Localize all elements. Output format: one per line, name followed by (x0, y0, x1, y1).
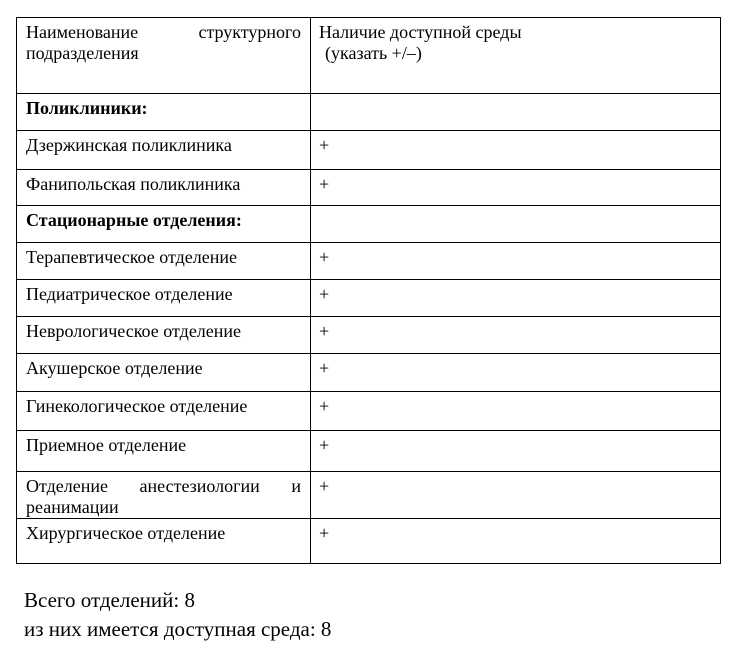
header-cell-name (17, 18, 311, 94)
table-cell-value (311, 206, 721, 243)
table-cell-value (311, 94, 721, 131)
table-cell-name-line2: реанимации (26, 497, 119, 517)
table-cell-value: + (311, 354, 721, 392)
table-cell-name: Фанипольская поликлиника (17, 170, 311, 206)
table-cell-name-line1: Отделение анестезиологии и (26, 476, 301, 496)
table-cell-name: Акушерское отделение (17, 354, 311, 392)
table-cell-name: Терапевтическое отделение (17, 243, 311, 280)
table-row (17, 317, 721, 354)
table-cell-name: Хирургическое отделение (17, 519, 311, 564)
table-cell-name: Дзержинская поликлиника (17, 131, 311, 170)
table-cell-value: + (311, 472, 721, 519)
header-availability-line2: (указать +/–) (325, 43, 422, 63)
table-cell-value: + (311, 243, 721, 280)
table-row (17, 472, 721, 519)
table-row (17, 243, 721, 280)
table-cell-value: + (311, 131, 721, 170)
summary-block (24, 586, 331, 644)
table-cell-name (17, 472, 311, 519)
header-name-line1: Наименование структурного (26, 22, 301, 42)
header-cell-availability (311, 18, 721, 94)
table-cell-name: Гинекологическое отделение (17, 392, 311, 431)
accessibility-table (16, 17, 721, 564)
table-row (17, 354, 721, 392)
table-cell-value: + (311, 170, 721, 206)
table-cell-name: Неврологическое отделение (17, 317, 311, 354)
table-row (17, 519, 721, 564)
table-cell-name: Стационарные отделения: (17, 206, 311, 243)
summary-total: Всего отделений: 8 (24, 588, 195, 612)
table-cell-name: Поликлиники: (17, 94, 311, 131)
table-row-section-inpatient (17, 206, 721, 243)
header-name-line2: подразделения (26, 43, 139, 63)
table-row (17, 392, 721, 431)
table-cell-name: Педиатрическое отделение (17, 280, 311, 317)
table-row (17, 280, 721, 317)
header-availability-line1: Наличие доступной среды (319, 22, 522, 42)
table-cell-value: + (311, 317, 721, 354)
table-cell-value: + (311, 431, 721, 472)
table-row (17, 170, 721, 206)
table-cell-value: + (311, 280, 721, 317)
table-row (17, 431, 721, 472)
table-header-row (17, 18, 721, 94)
table-cell-name: Приемное отделение (17, 431, 311, 472)
table-row-section-polyclinics (17, 94, 721, 131)
summary-accessible: из них имеется доступная среда: 8 (24, 617, 332, 641)
table-cell-value: + (311, 392, 721, 431)
table-cell-value: + (311, 519, 721, 564)
table-row (17, 131, 721, 170)
